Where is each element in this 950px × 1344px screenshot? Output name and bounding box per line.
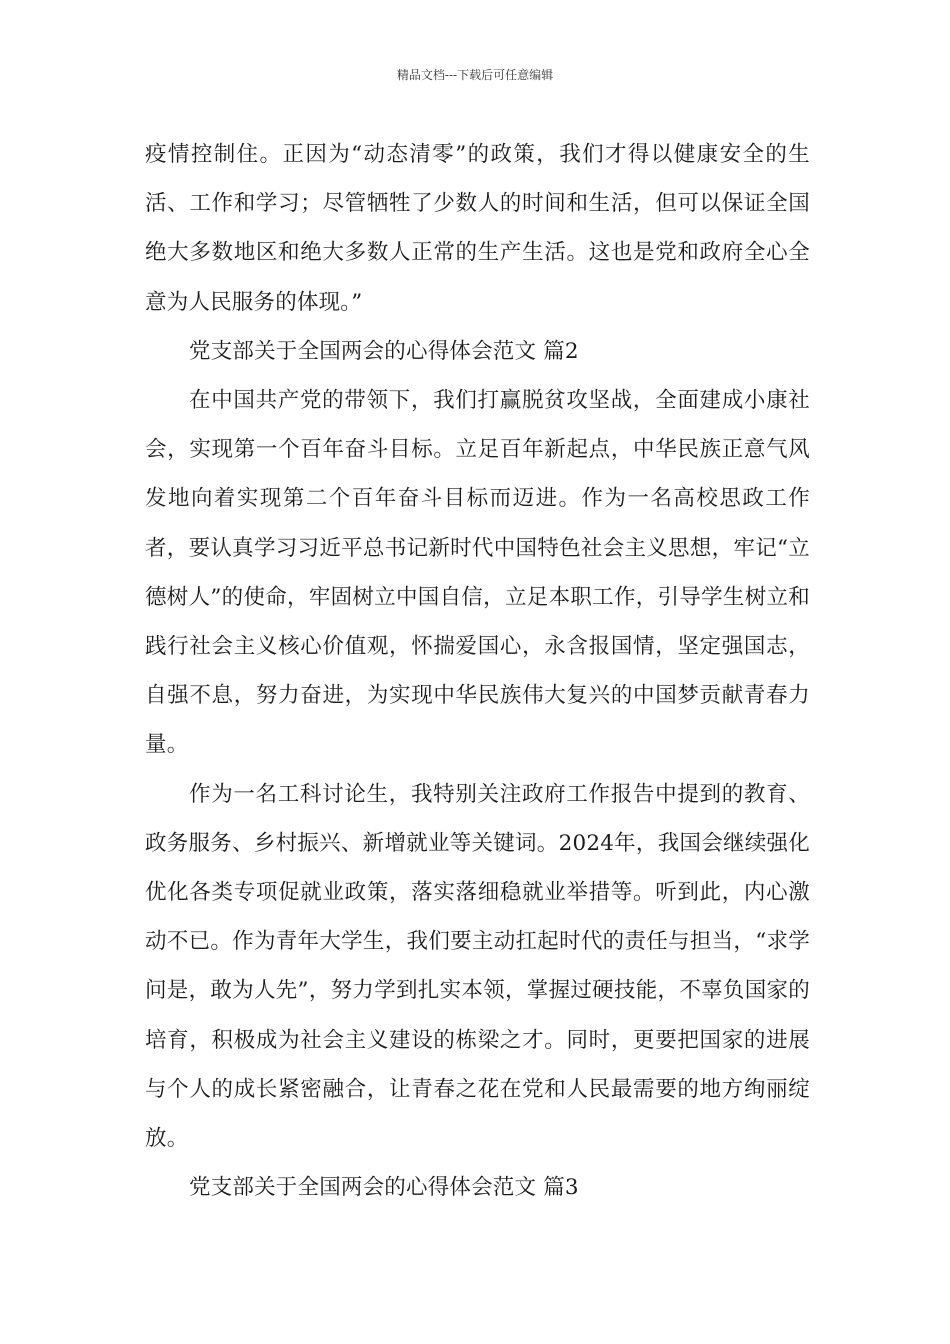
paragraph-body: 在中国共产党的带领下，我们打赢脱贫攻坚战，全面建成小康社会，实现第一个百年奋斗目标。立足百年新起点，中华民族正意气风发地向着实现第二个百年奋斗目标而迈进。作为一名高校思政工作者，要认真学习习近平总书记新时代中国特色社会主义思想，牢记“立德树人”的使命，牢固树立中国自信，立足本职工作，引导学生树立和践行社会主义核心价值观，怀揣爱国心，永含报国情，坚定强国志，自强不息，努力奋进，为实现中华民族伟大复兴的中国梦贡献青春力量。 [145, 388, 810, 758]
section-heading-2: 党支部关于全国两会的心得体会范文 篇2 [189, 338, 579, 364]
paragraph-continuation: 疫情控制住。正因为“动态清零”的政策，我们才得以健康安全的生活、工作和学习；尽管牺牲了少数人的时间和生活，但可以保证全国绝大多数地区和绝大多数人正常的生产生活。这也是党和政府全心全意为人民服务的体现。” [145, 142, 810, 315]
page-header: 精品文档---下载后可任意编辑 [396, 68, 554, 82]
paragraph-body: 作为一名工科讨论生，我特别关注政府工作报告中提到的教育、政务服务、乡村振兴、新增就业等关键词。2024年，我国会继续强化优化各类专项促就业政策，落实落细稳就业举措等。听到此，内心激动不已。作为青年大学生，我们要主动扛起时代的责任与担当，“求学问是，敢为人先”，努力学到扎实本领，掌握过硬技能，不辜负国家的培育，积极成为社会主义建设的栋梁之才。同时，更要把国家的进展与个人的成长紧密融合，让青春之花在党和人民最需要的地方绚丽绽放。 [145, 781, 810, 1152]
section-heading-3: 党支部关于全国两会的心得体会范文 篇3 [189, 1175, 579, 1201]
document-body [145, 130, 810, 1212]
